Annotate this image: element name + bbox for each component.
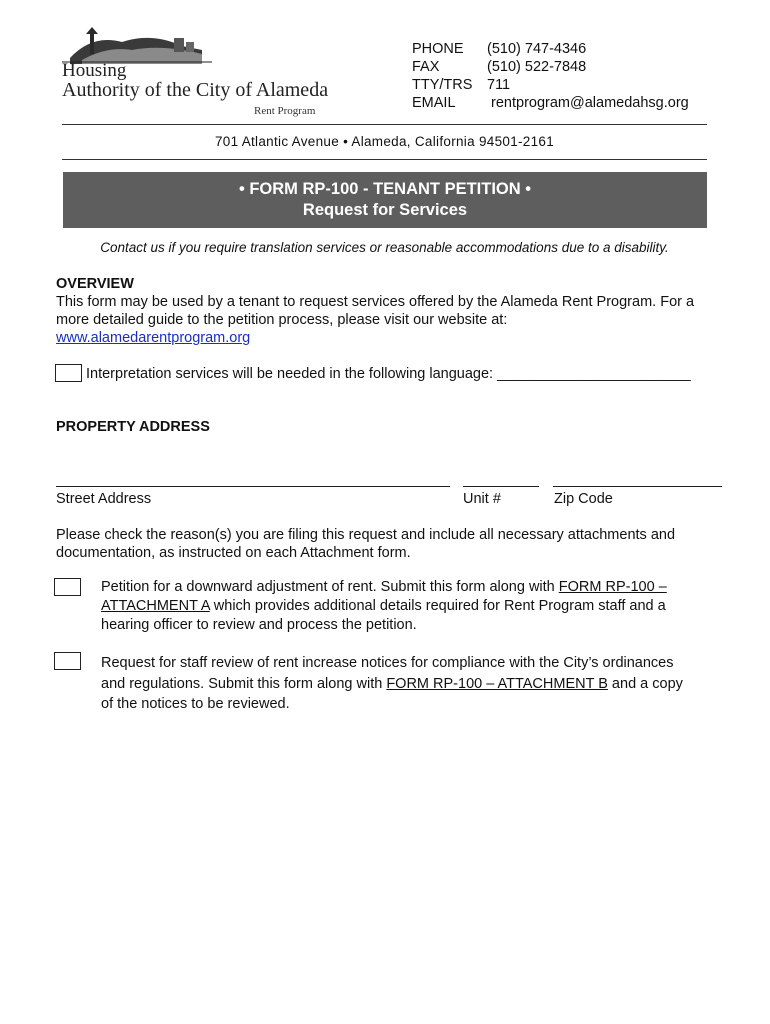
- logo-authority-text: Authority of the City of Alameda: [62, 79, 329, 101]
- form-title: • FORM RP-100 - TENANT PETITION •: [238, 180, 532, 198]
- contact-phone: [412, 40, 689, 58]
- option-a-line-1: [101, 578, 667, 597]
- contact-label: TTY/TRS: [412, 77, 473, 93]
- option-b-line-1: Request for staff review of rent increase notices for compliance with the City’s ordinances: [101, 655, 674, 671]
- website-link[interactable]: www.alamedarentprogram.org: [56, 330, 251, 346]
- attachment-a-link-cont[interactable]: ATTACHMENT A: [101, 598, 210, 614]
- city-skyline-icon: [62, 24, 212, 64]
- logo-rent-program-text: Rent Program: [254, 105, 316, 117]
- option-a-text: Petition for a downward adjustment of rent. Submit this form along with: [101, 579, 559, 595]
- accommodation-note: Contact us if you require translation services or reasonable accommodations due to a disability.: [100, 240, 669, 255]
- housing-authority-logo: [62, 24, 342, 120]
- header-divider-top: [62, 124, 707, 125]
- form-subtitle: Request for Services: [302, 201, 468, 219]
- logo-housing-text: Housing: [62, 60, 127, 81]
- contact-fax: [412, 58, 689, 76]
- interpretation-checkbox[interactable]: [55, 364, 82, 382]
- office-address: 701 Atlantic Avenue • Alameda, California 94501-2161: [214, 134, 555, 149]
- option-a-line-2: [101, 597, 666, 616]
- contact-value: (510) 747-4346: [487, 41, 587, 57]
- contact-label: FAX: [412, 59, 440, 75]
- zip-code-field[interactable]: [553, 486, 722, 487]
- street-address-label: Street Address: [56, 491, 152, 507]
- option-a-line-3: hearing officer to review and process the petition.: [101, 617, 417, 633]
- attachment-b-link[interactable]: FORM RP-100 – ATTACHMENT B: [386, 676, 608, 692]
- staff-review-checkbox[interactable]: [54, 652, 81, 670]
- interpretation-label: Interpretation services will be needed in the following language: ________________________: [86, 366, 691, 382]
- contact-block: [412, 40, 689, 112]
- unit-label: Unit #: [463, 491, 501, 507]
- option-b-line-3: of the notices to be reviewed.: [101, 696, 290, 712]
- contact-label: EMAIL: [412, 95, 456, 111]
- downward-adjustment-checkbox[interactable]: [54, 578, 81, 596]
- attachment-a-link[interactable]: FORM RP-100 –: [558, 579, 667, 595]
- overview-heading: OVERVIEW: [56, 276, 134, 292]
- street-address-field[interactable]: [56, 486, 450, 487]
- option-b-text: and regulations. Submit this form along with: [101, 676, 387, 692]
- form-title-banner: [63, 172, 707, 228]
- header-divider-bottom: [62, 159, 707, 160]
- option-b-line-2: [101, 675, 683, 694]
- zip-code-label: Zip Code: [554, 491, 613, 507]
- contact-value: 711: [487, 77, 511, 93]
- contact-value: (510) 522-7848: [487, 59, 587, 75]
- option-a-text: which provides additional details required for Rent Program staff and a: [209, 598, 666, 614]
- option-b-text: and a copy: [607, 676, 683, 692]
- contact-tty: [412, 76, 689, 94]
- contact-email: [412, 94, 689, 112]
- unit-field[interactable]: [463, 486, 539, 487]
- reasons-intro-line-1: Please check the reason(s) you are filing this request and include all necessary attachments and: [56, 527, 676, 543]
- contact-value[interactable]: rentprogram@alamedahsg.org: [487, 95, 689, 111]
- reasons-intro-line-2: documentation, as instructed on each Attachment form.: [56, 545, 411, 561]
- contact-label: PHONE: [412, 41, 464, 57]
- property-address-heading: PROPERTY ADDRESS: [56, 419, 210, 435]
- overview-line-2: more detailed guide to the petition process, please visit our website at:: [56, 312, 508, 328]
- overview-line-1: This form may be used by a tenant to request services offered by the Alameda Rent Program. For a: [56, 294, 695, 310]
